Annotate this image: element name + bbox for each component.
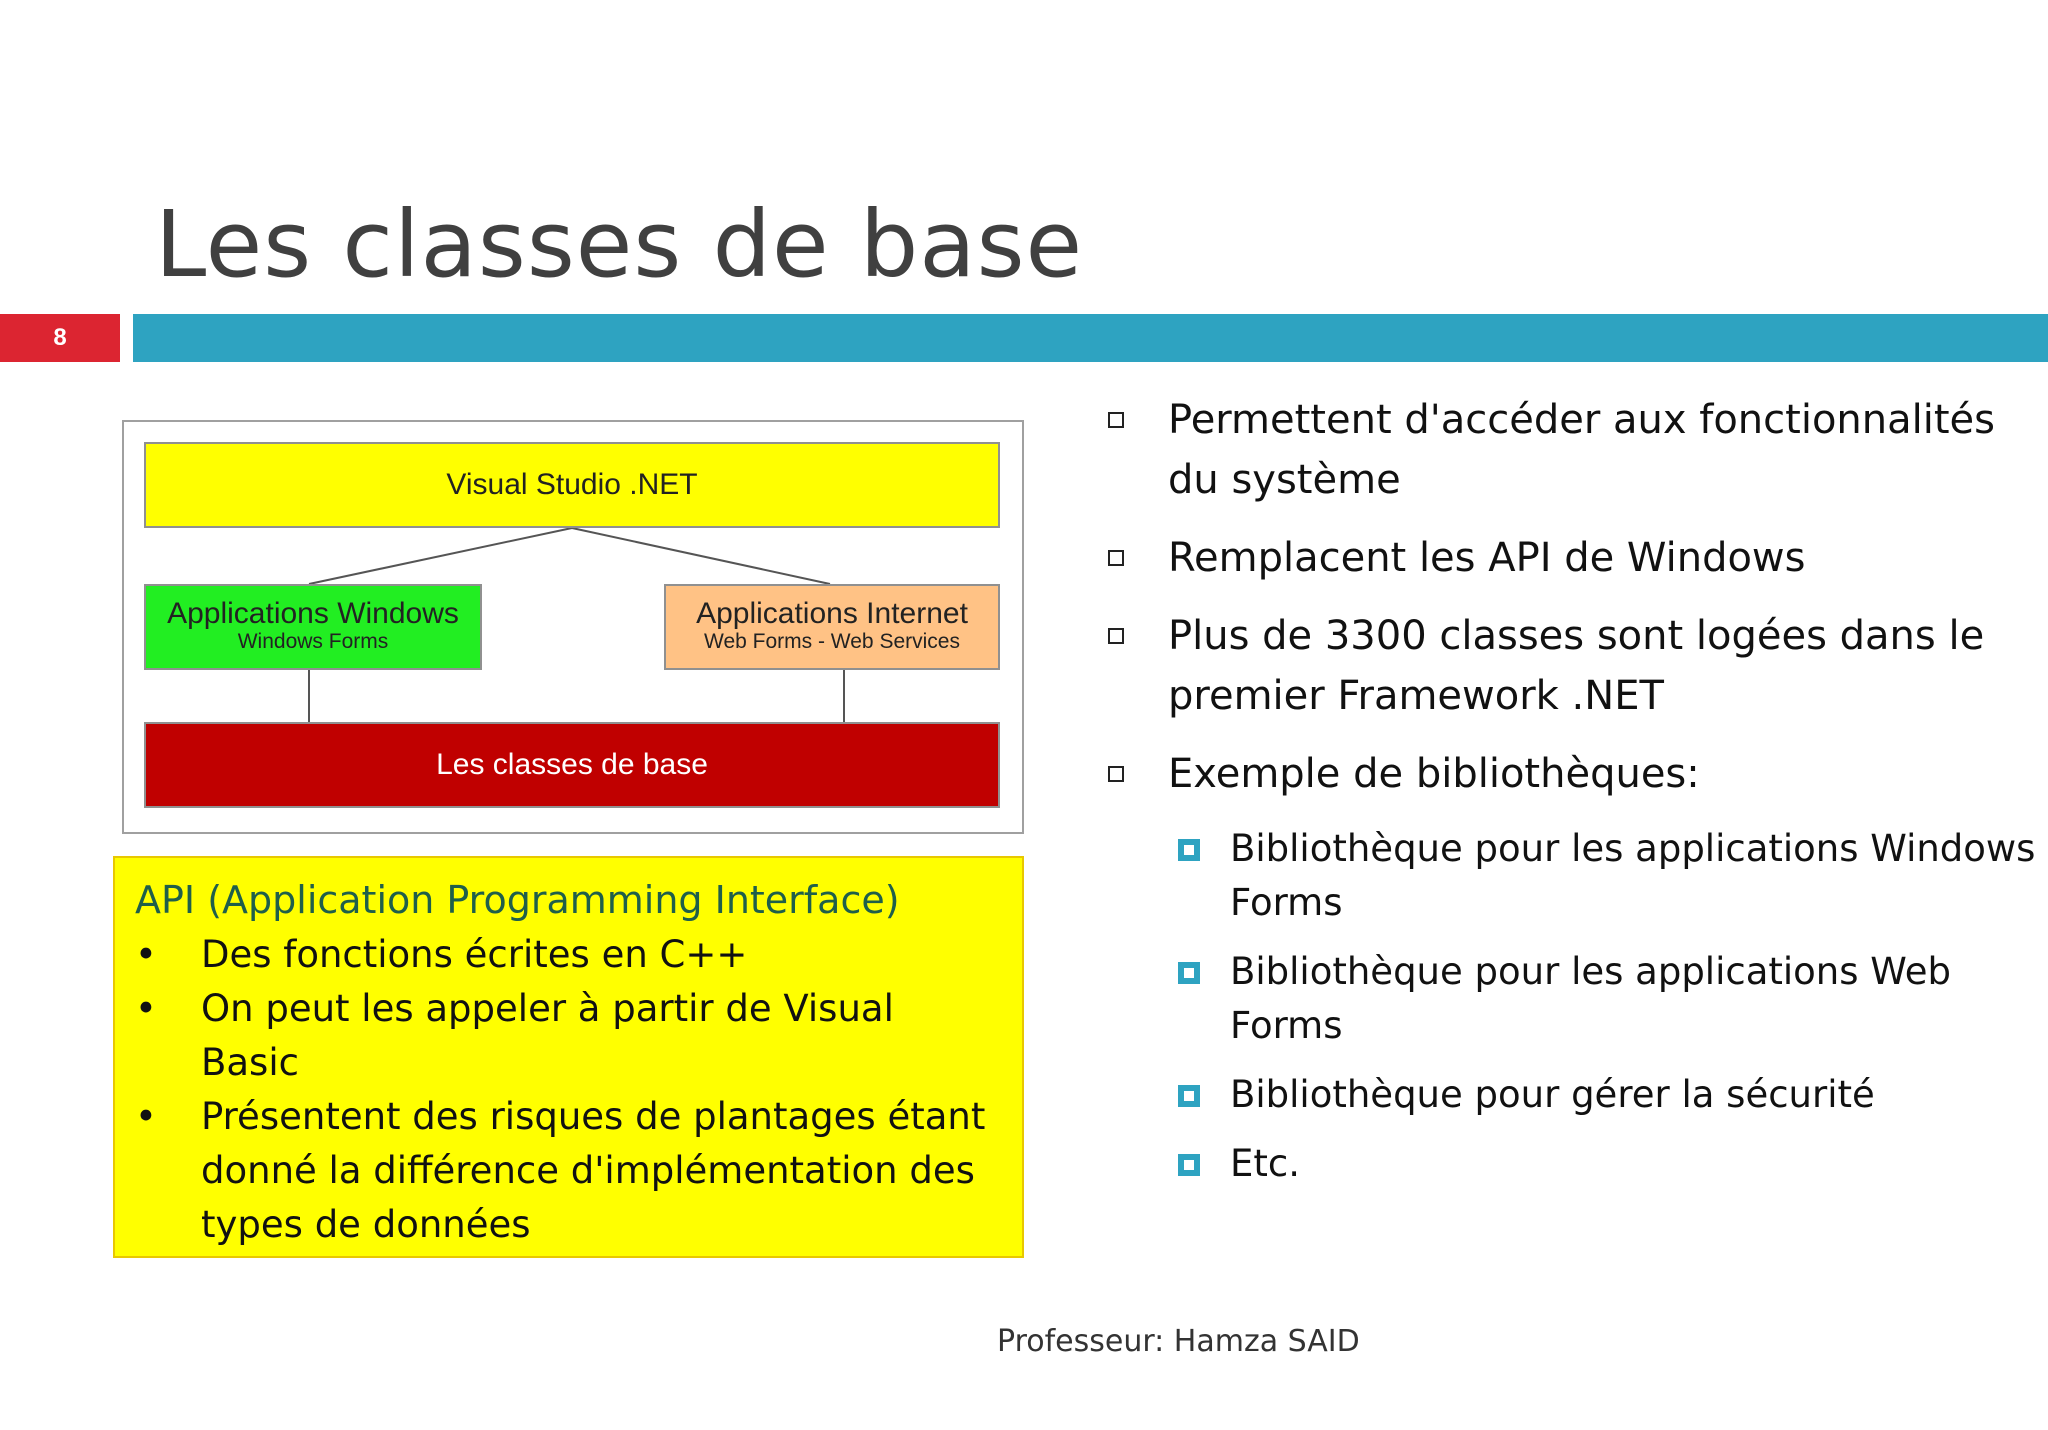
sub-bullet-text: Bibliothèque pour gérer la sécurité xyxy=(1230,1073,1875,1116)
windows-forms-label: Windows Forms xyxy=(237,630,389,653)
slide-number: 8 xyxy=(0,314,120,362)
square-bullet-icon xyxy=(1108,766,1124,782)
square-bullet-icon xyxy=(1108,550,1124,566)
sub-bullet-text: Bibliothèque pour les applications Web Forms xyxy=(1230,950,1951,1047)
api-item-text: On peut les appeler à partir de Visual Basic xyxy=(201,987,894,1084)
filled-square-bullet-icon xyxy=(1178,839,1200,861)
api-info-box xyxy=(113,856,1024,1258)
visual-studio-box xyxy=(144,442,1000,528)
base-classes-label: Les classes de base xyxy=(436,748,708,781)
api-item-text: Des fonctions écrites en C++ xyxy=(201,933,748,976)
api-list-item xyxy=(135,1090,1002,1252)
api-list-item xyxy=(135,928,1002,982)
applications-internet-label: Applications Internet xyxy=(696,597,968,630)
bullet-text: Exemple de bibliothèques: xyxy=(1168,751,1700,797)
sub-bullet-item xyxy=(1100,1137,2040,1191)
bullet-text: Plus de 3300 classes sont logées dans le premier Framework .NET xyxy=(1168,613,1985,719)
bullet-item xyxy=(1100,744,2040,804)
applications-windows-label: Applications Windows xyxy=(167,597,459,630)
sub-bullet-item xyxy=(1100,822,2040,930)
sub-bullet-text: Etc. xyxy=(1230,1142,1300,1185)
api-list-item xyxy=(135,982,1002,1090)
bullet-item xyxy=(1100,606,2040,726)
connector-top-right xyxy=(572,528,830,584)
connector-top-left xyxy=(309,528,572,584)
sub-bullet-text: Bibliothèque pour les applications Windows Forms xyxy=(1230,827,2036,924)
base-classes-box xyxy=(144,722,1000,808)
architecture-diagram xyxy=(122,420,1024,834)
bullet-dot-icon: • xyxy=(135,987,157,1030)
visual-studio-label: Visual Studio .NET xyxy=(446,468,698,501)
bullet-dot-icon: • xyxy=(135,933,157,976)
square-bullet-icon xyxy=(1108,412,1124,428)
sub-bullet-item xyxy=(1100,945,2040,1053)
bullet-item xyxy=(1100,528,2040,588)
bullet-text: Permettent d'accéder aux fonctionnalités du système xyxy=(1168,397,1995,503)
filled-square-bullet-icon xyxy=(1178,1154,1200,1176)
sub-bullet-item xyxy=(1100,1068,2040,1122)
web-forms-label: Web Forms - Web Services xyxy=(704,630,960,653)
applications-windows-box xyxy=(144,584,482,670)
main-bullet-list xyxy=(1100,390,2040,1206)
bullet-item xyxy=(1100,390,2040,510)
square-bullet-icon xyxy=(1108,628,1124,644)
applications-internet-box xyxy=(664,584,1000,670)
bullet-text: Remplacent les API de Windows xyxy=(1168,535,1806,581)
footer-professor: Professeur: Hamza SAID xyxy=(997,1324,1360,1359)
slide-title: Les classes de base xyxy=(155,191,1084,298)
filled-square-bullet-icon xyxy=(1178,962,1200,984)
filled-square-bullet-icon xyxy=(1178,1085,1200,1107)
header-bar xyxy=(133,314,2048,362)
api-item-text: Présentent des risques de plantages étant donné la différence d'implémentation des types de données xyxy=(201,1095,986,1246)
bullet-dot-icon: • xyxy=(135,1095,157,1138)
api-list xyxy=(135,928,1002,1252)
api-heading: API (Application Programming Interface) xyxy=(135,878,900,922)
